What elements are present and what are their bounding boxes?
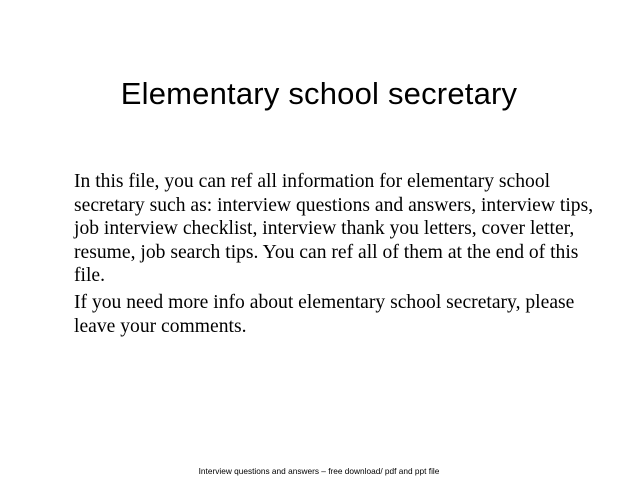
- slide-body: [74, 170, 614, 338]
- slide-title: Elementary school secretary: [120, 76, 518, 111]
- slide-footer: Interview questions and answers – free download/ pdf and ppt file: [198, 466, 440, 476]
- body-paragraph-comments: If you need more info about elementary school secretary, please leave your comments.: [74, 291, 575, 337]
- body-paragraph-intro: In this file, you can ref all information for elementary school secretary such as: interview questions and answers, interview tips, job interview checklist, interview thank you letters, cover letter, resume, job search tips. You can ref all of them at the end of this file.: [74, 171, 594, 287]
